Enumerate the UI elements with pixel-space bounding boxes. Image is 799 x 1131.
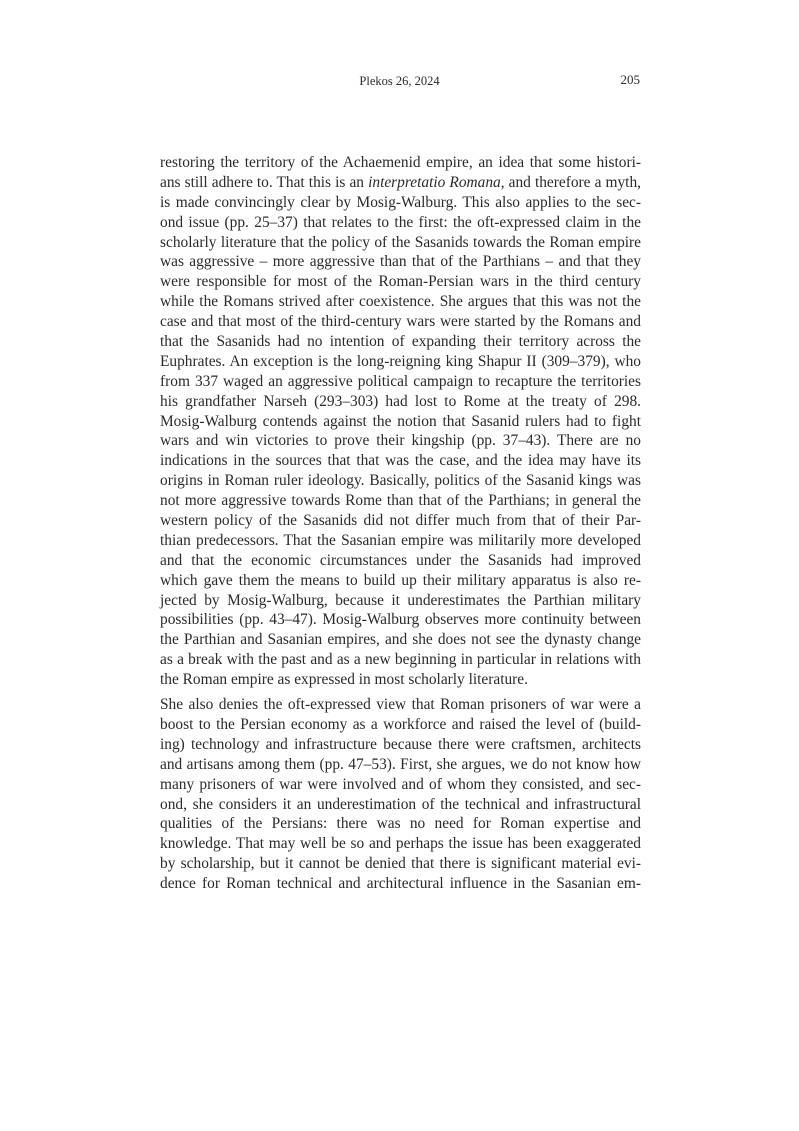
text-span: by scholarship, but it cannot be denied that there is significant material evi- <box>160 855 641 873</box>
text-line <box>160 715 641 735</box>
text-span: his grandfather Narseh (293–303) had lost to Rome at the treaty of 298. <box>160 392 641 410</box>
text-line <box>160 775 641 795</box>
page-number: 205 <box>620 72 640 87</box>
text-span: the Roman empire as expressed in most scholarly literature. <box>160 671 528 689</box>
text-span: ing) technology and infrastructure because there were craftsmen, architects <box>160 735 641 753</box>
text-span: possibilities (pp. 43–47). Mosig-Walburg observes more continuity between <box>160 611 641 629</box>
text-span: She also denies the oft-expressed view that Roman prisoners of war were a <box>160 696 641 714</box>
text-span: many prisoners of war were involved and of whom they consisted, and sec- <box>160 775 641 793</box>
text-line <box>160 193 641 213</box>
text-span: from 337 waged an aggressive political campaign to recapture the territories <box>160 372 641 390</box>
text-line <box>160 491 641 511</box>
italic-text: interpretatio Romana <box>368 173 501 191</box>
text-span: boost to the Persian economy as a workforce and raised the level of (build- <box>160 715 641 733</box>
text-line <box>160 571 641 591</box>
text-line <box>160 392 641 412</box>
text-span: knowledge. That may well be so and perhaps the issue has been exaggerated <box>160 835 641 853</box>
text-span: origins in Roman ruler ideology. Basically, politics of the Sasanid kings was <box>160 472 641 490</box>
text-line <box>160 213 641 233</box>
text-span: qualities of the Persians: there was no need for Roman expertise and <box>160 815 641 833</box>
text-span: Euphrates. An exception is the long-reigning king Shapur II (309–379), who <box>160 352 641 370</box>
text-span: as a break with the past and as a new beginning in particular in relations with <box>160 651 641 669</box>
text-line <box>160 551 641 571</box>
text-line <box>160 670 641 690</box>
text-line <box>160 352 641 372</box>
text-line <box>160 755 641 775</box>
text-line <box>160 735 641 755</box>
text-line <box>160 814 641 834</box>
text-span: Mosig-Walburg contends against the notion that Sasanid rulers had to fight <box>160 412 641 430</box>
text-span: ond issue (pp. 25–37) that relates to the first: the oft-expressed claim in the <box>160 213 641 231</box>
text-span: and artisans among them (pp. 47–53). First, she argues, we do not know how <box>160 755 641 773</box>
text-line <box>160 650 641 670</box>
text-line <box>160 272 641 292</box>
body-text <box>160 153 641 899</box>
text-line <box>160 874 641 894</box>
text-span: wars and win victories to prove their kingship (pp. 37–43). There are no <box>160 432 641 450</box>
text-line <box>160 451 641 471</box>
text-line <box>160 630 641 650</box>
text-line <box>160 412 641 432</box>
text-line <box>160 312 641 332</box>
text-line <box>160 233 641 253</box>
text-line <box>160 795 641 815</box>
text-span: ans still adhere to. That this is an <box>160 173 369 191</box>
text-span: which gave them the means to build up their military apparatus is also re- <box>160 571 641 589</box>
text-line <box>160 591 641 611</box>
text-span: western policy of the Sasanids did not differ much from that of their Par- <box>160 512 641 530</box>
text-line <box>160 153 641 173</box>
text-span: that the Sasanids had no intention of expanding their territory across the <box>160 333 641 351</box>
running-header-journal: Plekos 26, 2024 <box>359 74 440 88</box>
paragraph <box>160 695 641 894</box>
text-span: indications in the sources that that was the case, and the idea may have its <box>160 452 641 470</box>
text-line <box>160 431 641 451</box>
text-line <box>160 511 641 531</box>
text-line <box>160 610 641 630</box>
text-span: the Parthian and Sasanian empires, and she does not see the dynasty change <box>160 631 641 649</box>
text-span: scholarly literature that the policy of the Sasanids towards the Roman empire <box>160 233 641 251</box>
text-span: jected by Mosig-Walburg, because it underestimates the Parthian military <box>160 591 641 609</box>
text-line <box>160 332 641 352</box>
text-span: and that the economic circumstances under the Sasanids had improved <box>160 551 641 569</box>
text-span: thian predecessors. That the Sasanian empire was militarily more developed <box>160 531 641 549</box>
paragraph <box>160 153 641 690</box>
text-span: while the Romans strived after coexistence. She argues that this was not the <box>160 293 641 311</box>
text-line <box>160 173 641 193</box>
text-span: was aggressive – more aggressive than that of the Parthians – and that they <box>160 253 641 271</box>
text-line <box>160 834 641 854</box>
text-span: not more aggressive towards Rome than that of the Parthians; in general the <box>160 492 641 510</box>
text-span: dence for Roman technical and architectural influence in the Sasanian em- <box>160 875 641 893</box>
text-span: restoring the territory of the Achaemenid empire, an idea that some histori- <box>160 154 641 171</box>
text-line <box>160 531 641 551</box>
text-span: , and therefore a myth, <box>500 173 641 191</box>
text-line <box>160 292 641 312</box>
text-line <box>160 252 641 272</box>
text-line <box>160 695 641 715</box>
text-line <box>160 372 641 392</box>
text-line <box>160 471 641 491</box>
text-span: case and that most of the third-century wars were started by the Romans and <box>160 313 641 331</box>
text-span: is made convincingly clear by Mosig-Walburg. This also applies to the sec- <box>160 193 641 211</box>
text-span: were responsible for most of the Roman-Persian wars in the third century <box>160 273 641 291</box>
text-line <box>160 854 641 874</box>
text-span: ond, she considers it an underestimation of the technical and infrastructural <box>160 795 641 813</box>
